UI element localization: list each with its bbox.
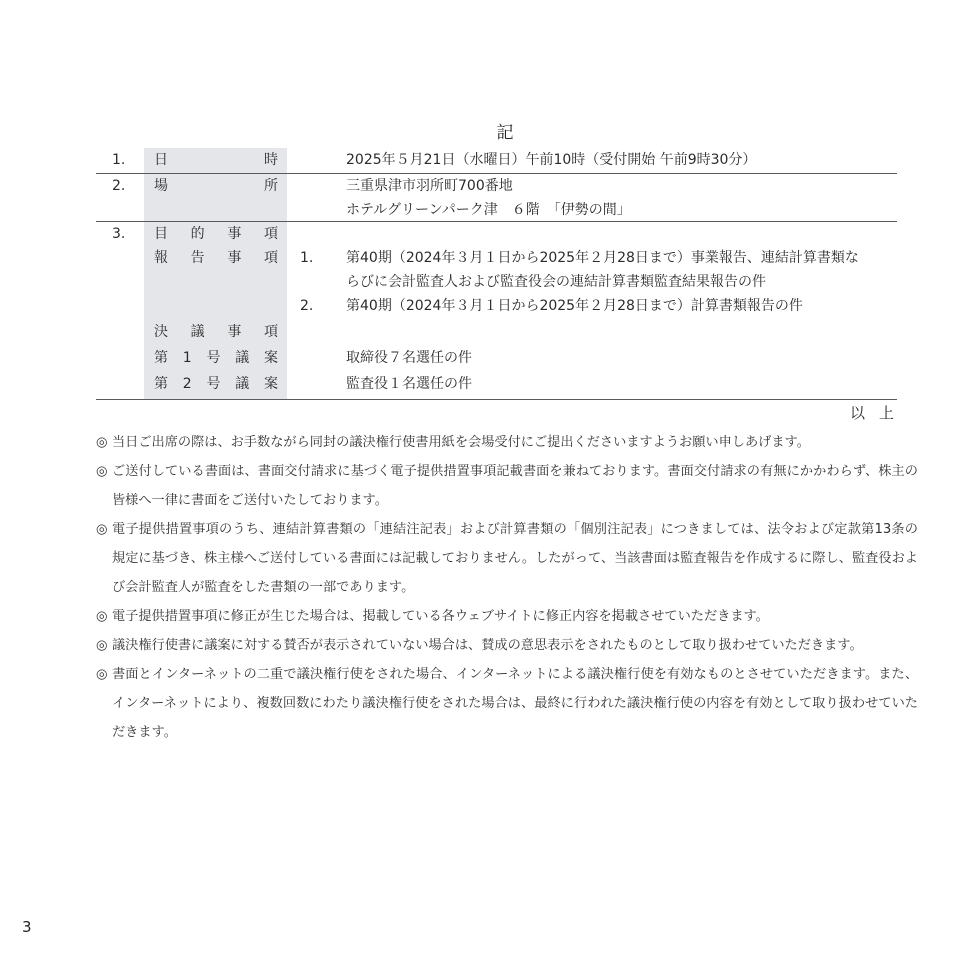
- note-item: [96, 660, 918, 747]
- note-text: 議決権行使書に議案に対する賛否が表示されていない場合は、賛成の意思表示をされたものとして取り扱わせていただきます。: [112, 638, 863, 653]
- bullet-icon: ◎: [96, 667, 108, 682]
- proposal-value: 取締役７名選任の件: [346, 350, 472, 366]
- item-number: 1.: [300, 250, 314, 266]
- bullet-icon: ◎: [96, 435, 108, 450]
- bullet-icon: ◎: [96, 522, 108, 537]
- row-number: 1.: [112, 152, 126, 168]
- row-label: 決 議 事 項: [154, 324, 278, 340]
- note-item: [96, 602, 918, 631]
- divider: [96, 399, 897, 400]
- row-label: 報 告 事 項: [154, 250, 278, 266]
- closing-mark: 以上: [850, 404, 909, 422]
- row-value: ホテルグリーンパーク津 ６階 「伊勢の間」: [346, 202, 631, 218]
- item-value: 第40期（2024年３月１日から2025年２月28日まで）計算書類報告の件: [346, 298, 803, 314]
- row-label: 場 所: [154, 178, 278, 194]
- bullet-icon: ◎: [96, 464, 108, 479]
- note-item: [96, 515, 918, 602]
- row-label: 第 1 号 議 案: [154, 350, 278, 366]
- bullet-icon: ◎: [96, 609, 108, 624]
- notes-list: [96, 428, 918, 747]
- item-value: 第40期（2024年３月１日から2025年２月28日まで）事業報告、連結計算書類な: [346, 250, 859, 266]
- item-number: 2.: [300, 298, 314, 314]
- note-text: 書面とインターネットの二重で議決権行使をされた場合、インターネットによる議決権行使を有効なものとさせていただきます。また、インターネットにより、複数回数にわたり議決権行使をされた場合は、最終に行われた議決権行使の内容を有効として取り扱わせていただきます。: [112, 667, 918, 740]
- note-text: 電子提供措置事項に修正が生じた場合は、掲載している各ウェブサイトに修正内容を掲載させていただきます。: [112, 609, 769, 624]
- bullet-icon: ◎: [96, 638, 108, 653]
- note-text: 電子提供措置事項のうち、連結計算書類の「連結注記表」および計算書類の「個別注記表」につきましては、法令および定款第13条の規定に基づき、株主様へご送付している書面には記載しておりません。したがって、当該書面は監査報告を作成するに際し、監査役および会計監査人が監査をした書類の一部であります。: [112, 522, 918, 595]
- note-text: ご送付している書面は、書面交付請求に基づく電子提供措置事項記載書面を兼ねております。書面交付請求の有無にかかわらず、株主の皆様へ一律に書面をご送付いたしております。: [112, 464, 918, 508]
- proposal-value: 監査役１名選任の件: [346, 376, 472, 392]
- row-label: 目 的 事 項: [154, 226, 278, 242]
- item-value: らびに会計監査人および監査役会の連結計算書類監査結果報告の件: [346, 274, 766, 290]
- page-heading: 記: [496, 123, 514, 143]
- note-item: [96, 428, 918, 457]
- note-item: [96, 631, 918, 660]
- page-number: 3: [22, 918, 32, 936]
- row-number: 3.: [112, 226, 126, 242]
- row-value: 2025年５月21日（水曜日）午前10時（受付開始 午前9時30分）: [346, 152, 757, 168]
- row-label: 第 2 号 議 案: [154, 376, 278, 392]
- row-number: 2.: [112, 178, 126, 194]
- note-item: [96, 457, 918, 515]
- row-value: 三重県津市羽所町700番地: [346, 178, 513, 194]
- note-text: 当日ご出席の際は、お手数ながら同封の議決権行使書用紙を会場受付にご提出くださいますようお願い申しあげます。: [112, 435, 810, 450]
- row-label: 日 時: [154, 152, 278, 168]
